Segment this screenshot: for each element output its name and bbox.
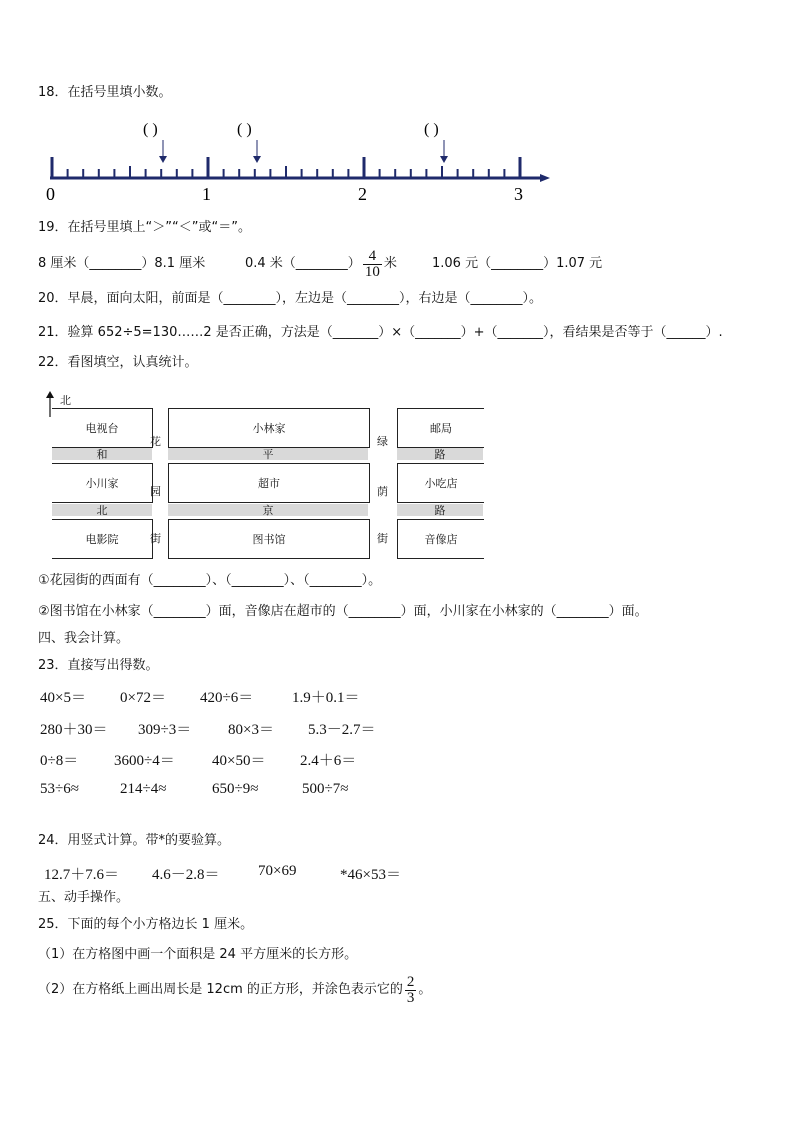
q24-item-1: 12.7＋7.6＝: [44, 867, 120, 883]
road-heping-1: 和: [52, 448, 152, 460]
bracket-1: ( ): [143, 121, 158, 138]
q19-fraction-num: 4: [368, 247, 377, 264]
arrow-1-head: [159, 156, 167, 163]
street-huayuan-2: 园: [150, 485, 161, 498]
q25-title: 25．下面的每个小方格边长 1 厘米。: [38, 917, 254, 932]
north-label: 北: [60, 394, 71, 407]
section-4-title: 四、我会计算。: [38, 631, 130, 646]
q23-r2-c1: 280＋30＝: [40, 722, 108, 738]
street-lvyin-1: 绿: [377, 435, 388, 448]
q25-sub2: [38, 968, 431, 1012]
q25-sub2-end: 。: [418, 982, 432, 997]
q25-fraction-den: 3: [406, 989, 415, 1006]
number-line: [40, 120, 560, 205]
q25-fraction: [405, 975, 417, 1006]
q22-sub1: ①花园街的西面有（________）、（________）、（________）。: [38, 573, 382, 588]
q25-fraction-num: 2: [406, 973, 415, 990]
block-xiaolin-home: 小林家: [168, 408, 370, 448]
q23-r3-c3: 40×50＝: [212, 753, 266, 769]
q23-r2-c3: 80×3＝: [228, 722, 274, 738]
q20-text: 20．早晨，面向太阳，前面是（________），左边是（________），右边是（________）。: [38, 291, 543, 306]
road-beijing-2: 京: [168, 504, 368, 516]
q19-title: 19．在括号里填上“＞”“＜”或“＝”。: [38, 220, 251, 235]
q23-r4-c4: 500÷7≈: [302, 781, 349, 797]
q19-fraction-den: 10: [364, 263, 380, 280]
q25-sub2-text: （2）在方格纸上画出周长是 12cm 的正方形，并涂色表示它的: [38, 982, 403, 997]
road-beijing-1: 北: [52, 504, 152, 516]
q19-item1: 8 厘米（________）8.1 厘米: [38, 256, 206, 271]
q23-r3-c2: 3600÷4＝: [114, 753, 175, 769]
block-tv-station: 电视台: [52, 408, 153, 448]
label-1: 1: [202, 184, 211, 204]
block-xiaochuan-home: 小川家: [52, 463, 153, 503]
block-post-office: 邮局: [397, 408, 484, 448]
q24-item-4: *46×53＝: [340, 867, 401, 883]
street-lvyin-2: 荫: [377, 485, 388, 498]
q23-r1-c4: 1.9＋0.1＝: [292, 690, 360, 706]
block-snack-shop: 小吃店: [397, 463, 484, 503]
map: [38, 388, 488, 560]
q22-title: 22．看图填空，认真统计。: [38, 355, 198, 370]
q23-r4-c2: 214÷4≈: [120, 781, 167, 797]
q21-text: 21．验算 652÷5=130……2 是否正确，方法是（_______）×（_______）+（_______），看结果是否等于（______）.: [38, 325, 723, 340]
q23-title: 23．直接写出得数。: [38, 658, 159, 673]
street-huayuan-3: 街: [150, 532, 161, 545]
q23-r4-c3: 650÷9≈: [212, 781, 259, 797]
q18-title: 18．在括号里填小数。: [38, 85, 172, 100]
q25-sub1: （1）在方格图中画一个面积是 24 平方厘米的长方形。: [38, 947, 358, 962]
axis-arrow: [540, 174, 550, 182]
bracket-2: ( ): [237, 121, 252, 138]
q23-r4-c1: 53÷6≈: [40, 781, 79, 797]
q24-title: 24．用竖式计算。带*的要验算。: [38, 833, 231, 848]
q23-r2-c4: 5.3－2.7＝: [308, 722, 376, 738]
road-heping-2: 平: [168, 448, 368, 460]
street-lvyin-3: 街: [377, 532, 388, 545]
q24-item-2: 4.6－2.8＝: [152, 867, 220, 883]
ticks: [52, 157, 520, 178]
q23-r3-c1: 0÷8＝: [40, 753, 79, 769]
label-3: 3: [514, 184, 523, 204]
q19-item2: [245, 242, 397, 286]
q19-item3: 1.06 元（________）1.07 元: [432, 256, 603, 271]
label-0: 0: [46, 184, 55, 204]
q22-sub2: ②图书馆在小林家（________）面，音像店在超市的（________）面，小川家在小林家的（________）面。: [38, 604, 648, 619]
section-5-title: 五、动手操作。: [38, 890, 130, 905]
q23-r1-c3: 420÷6＝: [200, 690, 254, 706]
street-huayuan-1: 花: [150, 435, 161, 448]
block-library: 图书馆: [168, 519, 370, 559]
road-beijing-3: 路: [397, 504, 483, 516]
q19-item2-unit: 米: [383, 256, 397, 271]
q24-item-3: 70×69: [258, 863, 297, 879]
q19-item2-left: 0.4 米（________）: [245, 256, 361, 271]
q23-r1-c2: 0×72＝: [120, 690, 166, 706]
q23-r1-c1: 40×5＝: [40, 690, 86, 706]
q23-r2-c2: 309÷3＝: [138, 722, 192, 738]
block-music-shop: 音像店: [397, 519, 484, 559]
arrow-3-head: [440, 156, 448, 163]
q23-r3-c4: 2.4＋6＝: [300, 753, 357, 769]
bracket-3: ( ): [424, 121, 439, 138]
arrow-2-head: [253, 156, 261, 163]
q19-fraction: [363, 249, 382, 280]
block-supermarket: 超市: [168, 463, 370, 503]
block-cinema: 电影院: [52, 519, 153, 559]
label-2: 2: [358, 184, 367, 204]
road-heping-3: 路: [397, 448, 483, 460]
